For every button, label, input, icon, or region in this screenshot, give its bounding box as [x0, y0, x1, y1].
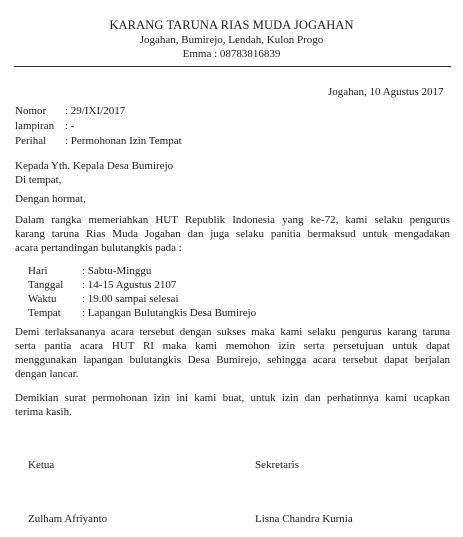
tanggal-value: : 14-15 Agustus 2107 — [82, 279, 177, 291]
tempat-label: Tempat — [28, 307, 61, 319]
paragraph-line: serta pantia acara HUT RI maka kami memohon izin serta persetujuan untuk dapat — [15, 340, 450, 352]
signature-right-title: Sekretaris — [255, 459, 299, 471]
paragraph-line: terima kasih. — [15, 406, 72, 418]
organization-email: Emma : 08783816839 — [182, 48, 281, 60]
letter-date: Jogahan, 10 Agustus 2017 — [328, 86, 444, 98]
tanggal-label: Tanggal — [28, 279, 64, 291]
lampiran-label: lampiran — [15, 120, 55, 132]
lampiran-value: : - — [65, 120, 75, 132]
paragraph-line: acara pertandingan bulutangkis pada : — [15, 242, 182, 254]
paragraph-intro — [15, 213, 450, 255]
recipient-line-1: Kepada Yth. Kepala Desa Bumirejo — [15, 160, 174, 172]
organization-name: KARANG TARUNA RIAS MUDA JOGAHAN — [109, 18, 354, 32]
paragraph-closing — [15, 391, 450, 419]
nomor-value: : 29/IXI/2017 — [65, 105, 126, 117]
paragraph-line: Demikian surat permohonan izin ini kami buat, untuk izin dan perhatinnya kami ucapkan — [15, 392, 450, 404]
hari-value: : Sabtu-Minggu — [82, 265, 152, 277]
paragraph-line: menggunakan lapangan bulutangkis Desa Bumirejo, sehingga acara tersebut dapat berjalan — [15, 354, 450, 366]
waktu-value: : 19.00 sampai selesai — [82, 293, 179, 305]
paragraph-line: Demi terlaksananya acara tersebut dengan sukses maka kami selaku pengurus karang taruna — [15, 326, 450, 338]
waktu-label: Waktu — [28, 293, 57, 305]
signature-right-name: Lisna Chandra Kurnia — [255, 513, 353, 525]
paragraph-line: dengan lancar. — [15, 368, 79, 380]
paragraph-request — [15, 325, 450, 381]
perihal-label: Perihal — [15, 135, 47, 147]
hari-label: Hari — [28, 265, 48, 277]
paragraph-line: Dalam rangka memeriahkan HUT Republik Indonesia yang ke-72, kami selaku pengurus — [15, 214, 450, 226]
paragraph-line: karang taruna Rias Muda Jogahan dan juga selaku panitia bermaksud untuk mengadakan — [15, 228, 450, 240]
nomor-label: Nomor — [15, 105, 47, 117]
perihal-value: : Permohonan Izin Tempat — [65, 135, 182, 147]
organization-address: Jogahan, Bumirejo, Lendah, Kulon Progo — [139, 34, 324, 46]
signature-left-title: Ketua — [28, 459, 55, 471]
tempat-value: : Lapangan Bulutangkis Desa Bumirejo — [82, 307, 257, 319]
salutation: Dengan hormat, — [15, 193, 86, 205]
recipient-line-2: Di tempat, — [15, 174, 62, 186]
signature-left-name: Zulham Afriyanto — [28, 513, 108, 525]
letterhead-divider — [14, 66, 451, 67]
